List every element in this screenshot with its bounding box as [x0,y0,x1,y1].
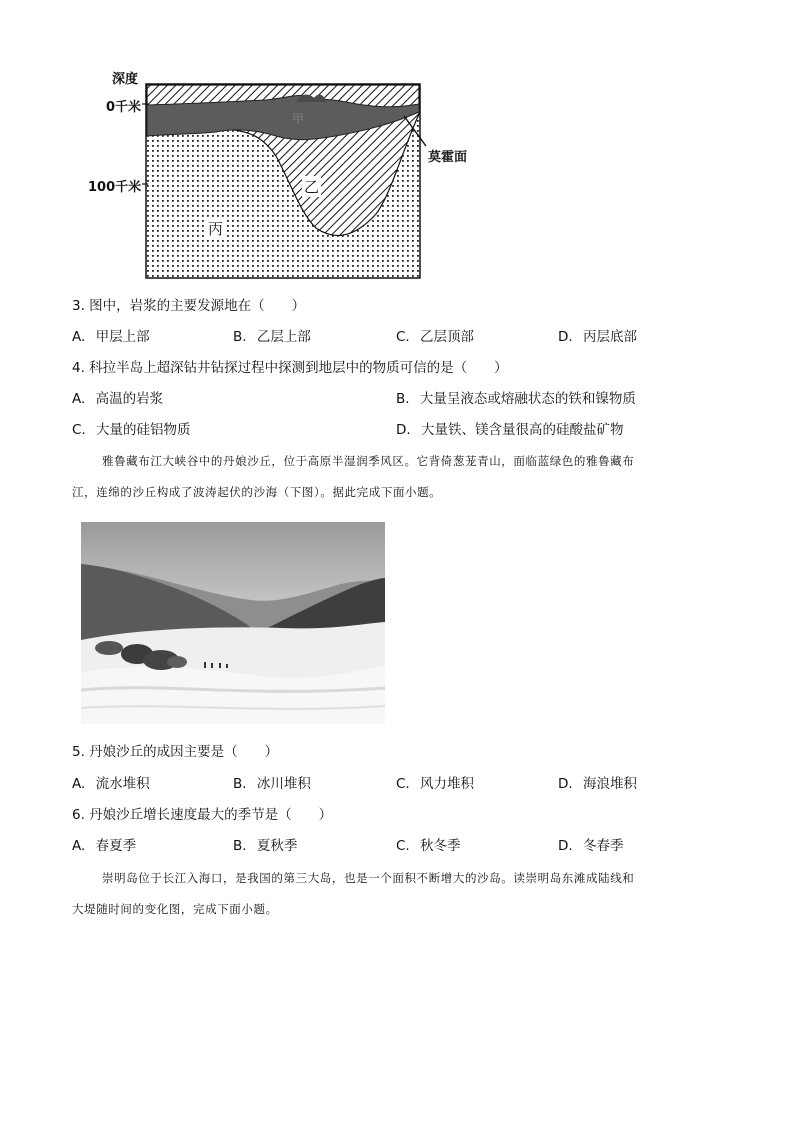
option-text: 大量铁、镁含量很高的硅酸盐矿物 [420,422,624,438]
option-letter: B. [233,776,247,792]
option-text: 秋冬季 [420,838,461,854]
rock [167,656,187,668]
q3-option-c[interactable] [396,328,474,346]
person [226,664,228,668]
option-letter: C. [396,838,410,854]
q3-option-a[interactable] [72,328,150,346]
q4-option-b[interactable] [396,390,636,408]
chongming-passage-line-1: 崇明岛位于长江入海口，是我国的第三大岛，也是一个面积不断增大的沙岛。读崇明岛东滩成陆线和 [102,871,635,885]
option-letter: D. [558,776,573,792]
option-text: 流水堆积 [95,776,150,792]
option-text: 冰川堆积 [256,776,311,792]
option-letter: D. [558,329,573,345]
depth-label: 深度 [112,72,139,87]
q5-option-a[interactable] [72,775,150,793]
rock [95,641,123,655]
option-text: 夏秋季 [256,838,298,854]
q6-option-d[interactable] [558,837,623,855]
question-5-stem: 5. 丹娘沙丘的成因主要是（ ） [72,744,279,760]
q6-option-b[interactable] [233,837,297,855]
q5-option-d[interactable] [558,775,637,793]
option-letter: C. [396,776,410,792]
option-text: 甲层上部 [95,329,150,345]
question-6-stem: 6. 丹娘沙丘增长速度最大的季节是（ ） [72,807,333,823]
option-letter: D. [396,422,411,438]
option-text: 海浪堆积 [582,776,637,792]
person [211,663,213,668]
option-text: 高温的岩浆 [95,391,164,407]
option-letter: A. [72,329,86,345]
layer-bing-label: 丙 [208,220,224,238]
moho-label: 莫霍面 [428,150,468,165]
option-text: 风力堆积 [420,776,475,792]
q4-option-c[interactable] [72,421,191,439]
person [219,663,221,668]
sand-foreground [81,666,385,724]
dunes-passage-line-1: 雅鲁藏布江大峡谷中的丹娘沙丘，位于高原半湿润季风区。它背倚葱茏青山，面临蓝绿色的雅鲁藏布 [102,454,635,468]
question-4-stem: 4. 科拉半岛上超深钻井钻探过程中探测到地层中的物质可信的是（ ） [72,360,508,376]
option-letter: C. [396,329,410,345]
q6-option-a[interactable] [72,837,136,855]
zero-km-label: 0千米 [106,100,142,115]
option-text: 大量呈液态或熔融状态的铁和镍物质 [419,391,636,407]
q3-option-d[interactable] [558,328,637,346]
question-3-stem: 3. 图中，岩浆的主要发源地在（ ） [72,298,306,314]
option-letter: C. [72,422,86,438]
q5-option-c[interactable] [396,775,474,793]
q3-option-b[interactable] [233,328,311,346]
option-text: 大量的硅铝物质 [96,422,191,438]
q6-option-c[interactable] [396,837,461,855]
hundred-km-label: 100千米 [88,180,142,195]
person [204,662,206,668]
option-text: 冬春季 [582,838,624,854]
dune-photo [81,522,385,724]
option-letter: B. [233,838,247,854]
option-letter: A. [72,776,86,792]
q4-option-d[interactable] [396,421,623,439]
option-text: 乙层上部 [256,329,311,345]
option-text: 乙层顶部 [420,329,475,345]
option-letter: D. [558,838,573,854]
q5-option-b[interactable] [233,775,311,793]
option-letter: A. [72,838,86,854]
option-letter: B. [396,391,410,407]
q4-option-a[interactable] [72,390,163,408]
dune-photo-svg [81,522,385,724]
layer-jia-label: 甲 [292,112,305,126]
dunes-passage-line-2: 江，连绵的沙丘构成了波涛起伏的沙海（下图）。据此完成下面小题。 [72,485,442,499]
option-text: 春夏季 [95,838,137,854]
chongming-passage-line-2: 大堤随时间的变化图，完成下面小题。 [72,902,278,916]
option-text: 丙层底部 [582,329,637,345]
option-letter: A. [72,391,86,407]
earth-layers-diagram [86,64,486,286]
layers-svg [86,64,486,286]
layer-yi-label: 乙 [304,178,320,196]
option-letter: B. [233,329,247,345]
